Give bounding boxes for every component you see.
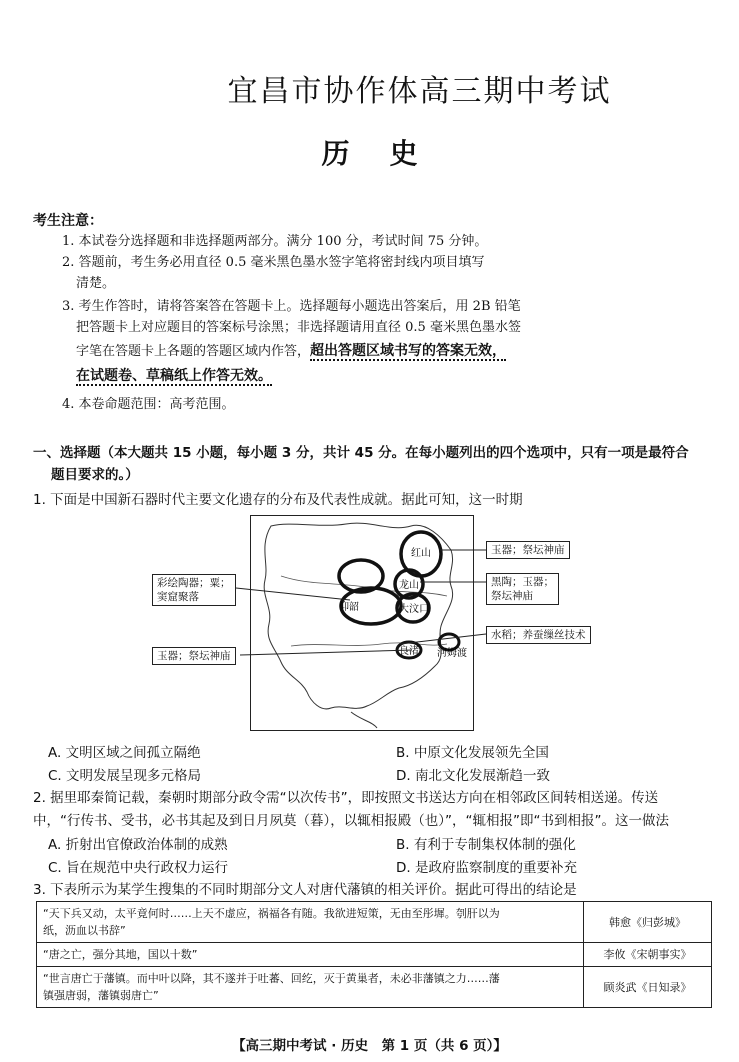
notice-line-8: 4. 本卷命题范围：高考范围。 [62,397,235,412]
section-heading-line-1: 一、选择题（本大题共 15 小题，每小题 3 分，共计 45 分。在每小题列出的四个选项中，只有一项是最符合 [33,445,689,461]
notice-line-2: 2. 答题前，考生务必用直径 0.5 毫米黑色墨水签字笔将密封线内项目填写 [62,255,485,270]
table-cell-source: 韩愈《归彭城》 [584,902,712,943]
exam-title: 宜昌市协作体高三期中考试 [227,74,612,109]
callout-longshan [486,573,559,605]
quote-line: “唐之亡，强分其地，国以十数” [43,948,198,961]
quote-line: “天下兵又动，太平竟何时……上天不虚应，祸福各有随。我欲进短策，无由至彤墀。刳肝以为 [43,907,500,920]
q1-option-c[interactable]: C. 文明发展呈现多元格局 [48,768,202,784]
label-longshan: 龙山 [399,580,419,591]
table-cell-quote [37,943,584,967]
callout-yangshao [152,574,236,606]
page-footer: 【高三期中考试 · 历史 第 1 页（共 6 页）】 [232,1038,507,1054]
label-liangzhu: 良渚 [399,646,419,657]
table-cell-source: 顾炎武《日知录》 [584,967,712,1008]
notice-emphasis-2: 在试题卷、草稿纸上作答无效。 [76,368,272,384]
table-cell-source: 李攸《宋朝事实》 [584,943,712,967]
q1-option-b[interactable]: B. 中原文化发展领先全国 [396,745,549,761]
q2-option-c[interactable]: C. 旨在规范中央行政权力运行 [48,860,229,876]
q1-option-d[interactable]: D. 南北文化发展渐趋一致 [396,768,550,784]
notice-line-1: 1. 本试卷分选择题和非选择题两部分。满分 100 分，考试时间 75 分钟。 [62,234,488,249]
label-yangshao: 仰韶 [339,602,359,613]
callout-yangshao-line-2: 窦窟聚落 [157,591,199,603]
callout-hongshan: 玉器；祭坛神庙 [486,541,570,559]
table-cell-quote [37,902,584,943]
notice-line-3: 清楚。 [76,276,116,291]
q1-stem: 1. 下面是中国新石器时代主要文化遗存的分布及代表性成就。据此可知，这一时期 [33,492,523,508]
section-heading-line-2: 题目要求的。） [51,467,139,483]
quote-line: 镇强唐弱，藩镇弱唐亡” [43,989,159,1002]
callout-liangzhu: 玉器；祭坛神庙 [152,647,236,665]
q2-stem-line-2: 中，“行传书、受书，必书其起及到日月夙莫（暮），以辄相报殿（也）”，“辄相报”即“书到相报”。这一做法 [33,813,669,829]
callout-longshan-line-1: 黑陶；玉器； [491,576,554,588]
q2-option-a[interactable]: A. 折射出官僚政治体制的成熟 [48,837,228,853]
q2-option-d[interactable]: D. 是政府监察制度的重要补充 [396,860,577,876]
callout-hemudu: 水稻；养蚕缫丝技术 [486,626,591,644]
table-row [37,943,712,967]
notice-line-6-text: 字笔在答题卡上各题的答题区域内作答， [76,344,311,359]
subject-title: 历史 [321,137,458,170]
q2-option-b[interactable]: B. 有利于专制集权体制的强化 [396,837,576,853]
notice-heading: 考生注意： [33,213,103,229]
table-cell-quote [37,967,584,1008]
callout-yangshao-line-1: 彩绘陶器；粟； [157,577,231,589]
table-row [37,902,712,943]
table-row [37,967,712,1008]
notice-emphasis-1: 超出答题区域书写的答案无效， [310,343,507,359]
quote-line: “世言唐亡于藩镇。而中叶以降，其不遂并于吐蕃、回纥，灭于黄巢者，未必非藩镇之力……藩 [43,972,500,985]
quote-line: 纸，沥血以书辞” [43,924,126,937]
q1-option-a[interactable]: A. 文明区域之间孤立隔绝 [48,745,201,761]
q3-evaluation-table [36,901,712,1008]
q2-stem-line-1: 2. 据里耶秦简记载，秦朝时期部分政令需“以次传书”，即按照文书送达方向在相邻政区间转相送递。传送 [33,790,659,806]
callout-longshan-line-2: 祭坛神庙 [491,590,533,602]
notice-line-4: 3. 考生作答时，请将答案答在答题卡上。选择题每小题选出答案后，用 2B 铅笔 [62,299,521,314]
notice-line-5: 把答题卡上对应题目的答案标号涂黑；非选择题请用直径 0.5 毫米黑色墨水签 [76,320,521,335]
label-dawenkou: 大汶口 [399,604,429,615]
label-hongshan: 红山 [411,548,431,559]
label-hemudu: 河姆渡 [437,648,467,659]
q3-stem: 3. 下表所示为某学生搜集的不同时期部分文人对唐代藩镇的相关评价。据此可得出的结论是 [33,882,577,898]
